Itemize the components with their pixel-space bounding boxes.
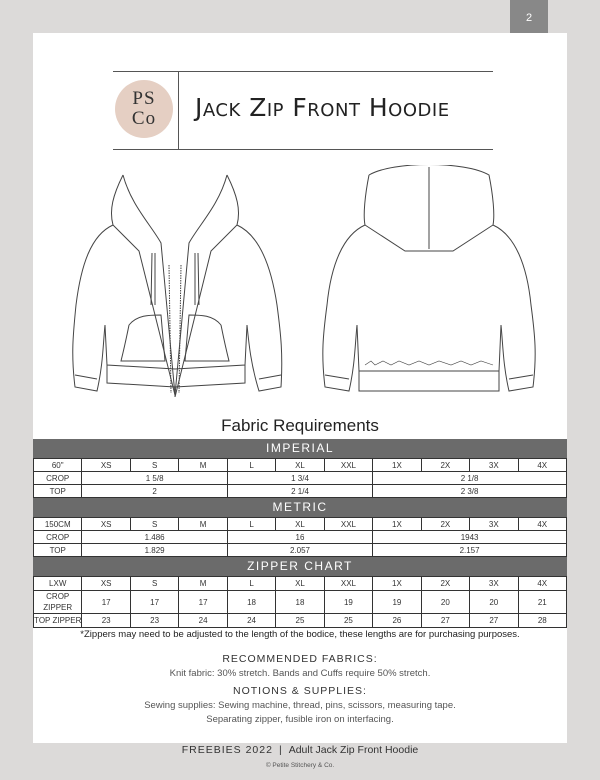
zipper-chart-heading: ZIPPER CHART [33,557,567,576]
zipper-chart-table [33,576,567,628]
table-cell: M [179,459,227,472]
table-cell: 2 [82,485,227,498]
table-cell: TOP [34,544,82,557]
table-cell: 1X [373,459,421,472]
imperial-table [33,458,567,498]
logo-line-1: PS [132,88,156,109]
table-row [34,577,567,591]
table-cell: XL [276,459,324,472]
table-cell: 24 [227,614,275,628]
table-cell: XS [82,459,130,472]
recommended-fabrics-heading: RECOMMENDED FABRICS: [222,653,378,665]
table-row [34,485,567,498]
footer-pattern-name: Adult Jack Zip Front Hoodie [288,744,419,756]
table-cell: TOP ZIPPER [34,614,82,628]
table-row [34,591,567,614]
table-cell: 3X [470,459,518,472]
table-cell: 16 [227,531,372,544]
table-cell: XXL [324,459,372,472]
table-cell: 28 [518,614,566,628]
table-cell: XS [82,577,130,591]
header-divider [178,71,179,149]
table-cell: 23 [130,614,178,628]
page-number: 2 [525,12,533,24]
imperial-heading: IMPERIAL [33,439,567,458]
table-row [34,531,567,544]
table-cell: 4X [518,459,566,472]
table-cell: 3X [470,577,518,591]
table-cell: 18 [227,591,275,614]
footer [0,744,600,756]
psco-logo [115,80,173,138]
table-cell: XL [276,518,324,531]
table-cell: 17 [82,591,130,614]
table-cell: TOP [34,485,82,498]
table-cell: 1943 [373,531,567,544]
recommended-fabrics-text: Knit fabric: 30% stretch. Bands and Cuffs require 50% stretch. [169,668,431,679]
table-cell: 19 [324,591,372,614]
table-row [34,459,567,472]
table-cell: 60" [34,459,82,472]
metric-heading: METRIC [33,498,567,517]
zipper-note: *Zippers may need to be adjusted to the length of the bodice, these lengths are for purchasing purposes. [80,629,520,640]
hoodie-back-sketch [305,165,553,397]
table-cell: L [227,577,275,591]
metric-table [33,517,567,557]
table-cell: 18 [276,591,324,614]
table-cell: 27 [421,614,469,628]
table-cell: 17 [130,591,178,614]
table-row [34,518,567,531]
table-cell: 2X [421,577,469,591]
table-cell: XS [82,518,130,531]
footer-collection: FREEBIES 2022 [181,744,273,756]
notions-line-2: Separating zipper, fusible iron on interfacing. [206,714,394,725]
table-cell: 21 [518,591,566,614]
table-row [34,472,567,485]
table-cell: 1 5/8 [82,472,227,485]
table-cell: L [227,518,275,531]
table-cell: XXL [324,577,372,591]
table-cell: 20 [421,591,469,614]
table-cell: CROP ZIPPER [34,591,82,614]
fabric-requirements-title: Fabric Requirements [221,416,379,435]
table-cell: S [130,518,178,531]
table-cell: 17 [179,591,227,614]
table-cell: XL [276,577,324,591]
hoodie-front-sketch [51,165,299,397]
notions-line-1: Sewing supplies: Sewing machine, thread, pins, scissors, measuring tape. [144,700,456,711]
table-cell: 1 3/4 [227,472,372,485]
header-rule-top [113,71,493,72]
table-cell: 2X [421,518,469,531]
table-cell: CROP [34,531,82,544]
notions-heading: NOTIONS & SUPPLIES: [233,685,367,697]
table-cell: 2.057 [227,544,372,557]
table-cell: 2 1/8 [373,472,567,485]
table-cell: M [179,577,227,591]
footer-separator: | [278,744,283,756]
table-cell: 25 [276,614,324,628]
table-cell: 2.157 [373,544,567,557]
table-cell: L [227,459,275,472]
table-cell: 20 [470,591,518,614]
table-cell: 1X [373,577,421,591]
logo-line-2: Co [131,108,157,129]
pattern-sheet [33,33,567,743]
header-rule-bottom [113,149,493,150]
table-row [34,614,567,628]
table-cell: S [130,577,178,591]
table-cell: LXW [34,577,82,591]
table-cell: 27 [470,614,518,628]
table-cell: XXL [324,518,372,531]
table-cell: M [179,518,227,531]
table-cell: 4X [518,518,566,531]
table-cell: 1.829 [82,544,227,557]
pattern-title: Jack Zip Front Hoodie [195,93,450,122]
copyright: © Petite Stitchery & Co. [265,762,335,769]
table-cell: 25 [324,614,372,628]
table-cell: 2 1/4 [227,485,372,498]
table-cell: 26 [373,614,421,628]
table-cell: 1.486 [82,531,227,544]
table-cell: S [130,459,178,472]
table-cell: 2 3/8 [373,485,567,498]
table-cell: 150CM [34,518,82,531]
fabric-tables [33,439,567,628]
table-cell: 2X [421,459,469,472]
table-cell: 24 [179,614,227,628]
table-cell: 1X [373,518,421,531]
table-cell: 23 [82,614,130,628]
table-cell: CROP [34,472,82,485]
table-row [34,544,567,557]
table-cell: 4X [518,577,566,591]
table-cell: 19 [373,591,421,614]
table-cell: 3X [470,518,518,531]
